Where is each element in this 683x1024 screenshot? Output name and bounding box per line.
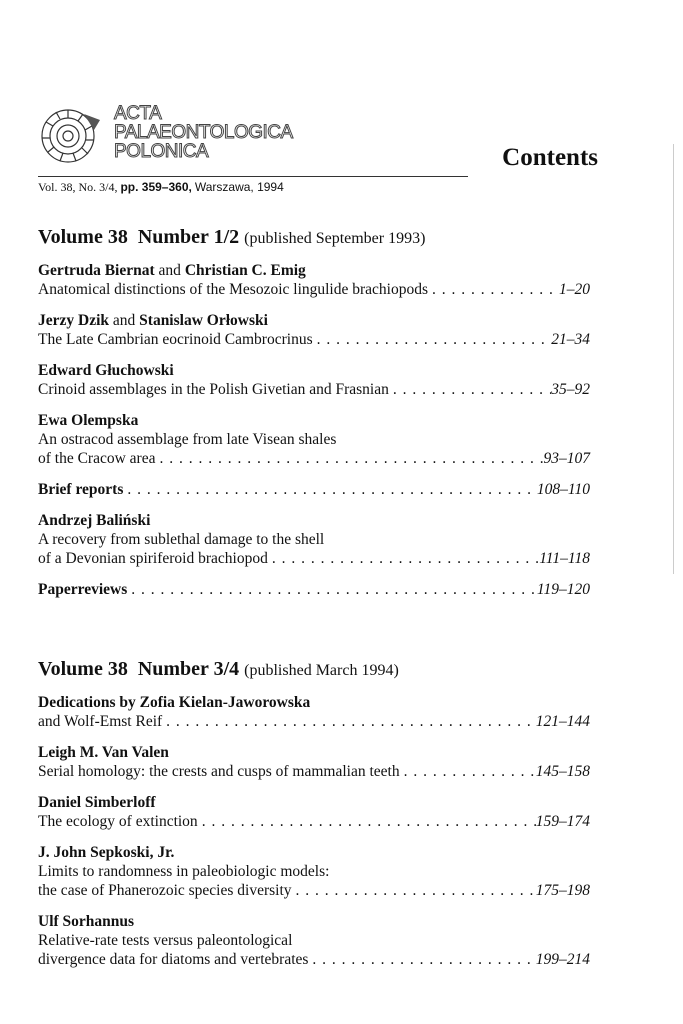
volume-info: Vol. 38, No. 3/4, bbox=[38, 180, 118, 194]
page-numbers: 108–110 bbox=[536, 481, 590, 498]
entries-list bbox=[38, 261, 590, 599]
page-numbers: 199–214 bbox=[535, 951, 590, 968]
volume-label: Volume 38 bbox=[38, 658, 128, 680]
toc-entry bbox=[38, 311, 590, 349]
author-conjunction: and bbox=[112, 312, 136, 329]
published-date: (published September 1993) bbox=[244, 230, 426, 247]
leader-dots bbox=[162, 712, 536, 731]
journal-line-3: POLONICA bbox=[114, 141, 209, 162]
volume-heading bbox=[38, 658, 590, 681]
entry-authors bbox=[38, 693, 590, 712]
entry-authors bbox=[38, 511, 590, 530]
toc-line bbox=[38, 580, 590, 599]
toc-entry bbox=[38, 843, 590, 900]
article-title: The ecology of extinction bbox=[38, 813, 198, 830]
volume-number: Number 3/4 bbox=[137, 658, 240, 680]
leader-dots bbox=[389, 380, 551, 399]
contents-title: Contents bbox=[502, 144, 598, 171]
leader-dots bbox=[308, 950, 535, 969]
article-title: of a Devonian spiriferoid brachiopod bbox=[38, 550, 268, 567]
entries-list bbox=[38, 693, 590, 969]
journal-line-1: ACTA bbox=[114, 103, 162, 124]
toc-entry bbox=[38, 912, 590, 969]
leader-dots bbox=[292, 881, 536, 900]
toc-entry bbox=[38, 743, 590, 781]
author-name: Ulf Sorhannus bbox=[38, 913, 135, 930]
leader-dots bbox=[127, 580, 537, 599]
toc-line bbox=[38, 812, 590, 831]
toc-line bbox=[38, 449, 590, 468]
article-title: The Late Cambrian eocrinoid Cambrocrinus bbox=[38, 331, 313, 348]
page-numbers: 111–118 bbox=[539, 550, 590, 567]
leader-dots bbox=[400, 762, 536, 781]
page-numbers: 145–158 bbox=[535, 763, 590, 780]
toc-line bbox=[38, 881, 590, 900]
author-name: Andrzej Baliński bbox=[38, 512, 151, 529]
page-numbers: 175–198 bbox=[535, 882, 590, 899]
ammonite-logo-icon bbox=[38, 100, 104, 166]
author-name: Daniel Simberloff bbox=[38, 794, 156, 811]
article-title: Relative-rate tests versus paleontological bbox=[38, 932, 293, 949]
page-numbers: 1–20 bbox=[559, 281, 590, 298]
article-title: Crinoid assemblages in the Polish Givetian and Frasnian bbox=[38, 381, 389, 398]
leader-dots bbox=[198, 812, 536, 831]
toc-line bbox=[38, 762, 590, 781]
toc-line bbox=[38, 480, 590, 499]
article-title: and Wolf-Emst Reif bbox=[38, 713, 163, 730]
volume-info-line bbox=[38, 180, 284, 195]
volume-number: Number 1/2 bbox=[137, 226, 240, 248]
toc-line bbox=[38, 280, 590, 299]
entry-authors bbox=[38, 361, 590, 380]
author-name: Jerzy Dzik bbox=[38, 312, 110, 329]
entry-authors bbox=[38, 843, 590, 862]
author-conjunction: and bbox=[158, 262, 181, 279]
page-numbers: 93–107 bbox=[543, 450, 590, 467]
author-name: Edward Głuchowski bbox=[38, 362, 174, 379]
leader-dots bbox=[123, 480, 537, 499]
article-title: the case of Phanerozoic species diversity bbox=[38, 882, 292, 899]
toc-entry bbox=[38, 261, 590, 299]
toc-line bbox=[38, 931, 590, 950]
author-name: Gertruda Biernat bbox=[38, 262, 155, 279]
toc-entry bbox=[38, 511, 590, 568]
author-name: Stanislaw Orłowski bbox=[139, 312, 268, 329]
toc-entry bbox=[38, 793, 590, 831]
page-numbers: 121–144 bbox=[535, 713, 590, 730]
article-title: An ostracod assemblage from late Visean shales bbox=[38, 431, 337, 448]
leader-dots bbox=[268, 549, 539, 568]
article-title: A recovery from sublethal damage to the shell bbox=[38, 531, 325, 548]
section-title: Paperreviews bbox=[38, 581, 128, 598]
page-numbers: 119–120 bbox=[536, 581, 590, 598]
toc-entry bbox=[38, 580, 590, 599]
volume-2-section bbox=[38, 658, 590, 969]
section-title: Brief reports bbox=[38, 481, 124, 498]
journal-name bbox=[114, 104, 293, 161]
toc-line bbox=[38, 330, 590, 349]
page-edge-divider bbox=[673, 144, 674, 574]
article-title: Serial homology: the crests and cusps of mammalian teeth bbox=[38, 763, 400, 780]
toc-line bbox=[38, 950, 590, 969]
entry-authors bbox=[38, 743, 590, 762]
toc-entry bbox=[38, 361, 590, 399]
header-rule bbox=[38, 176, 468, 177]
volume-heading bbox=[38, 226, 590, 249]
published-date: (published March 1994) bbox=[244, 662, 399, 679]
toc-entry bbox=[38, 693, 590, 731]
toc-line bbox=[38, 549, 590, 568]
entry-authors bbox=[38, 793, 590, 812]
toc-line bbox=[38, 712, 590, 731]
entry-authors bbox=[38, 311, 590, 330]
toc-line bbox=[38, 530, 590, 549]
volume-label: Volume 38 bbox=[38, 226, 128, 248]
place-year: Warszawa, 1994 bbox=[194, 180, 284, 194]
author-name: J. John Sepkoski, Jr. bbox=[38, 844, 175, 861]
leader-dots bbox=[155, 449, 543, 468]
entry-authors bbox=[38, 912, 590, 931]
volume-1-section bbox=[38, 226, 590, 599]
journal-line-2: PALAEONTOLOGICA bbox=[114, 122, 293, 143]
entry-authors bbox=[38, 261, 590, 280]
page-range: pp. 359–360, bbox=[120, 180, 192, 194]
page-numbers: 159–174 bbox=[535, 813, 590, 830]
author-name: Dedications by Zofia Kielan-Jaworowska bbox=[38, 694, 311, 711]
toc-line bbox=[38, 430, 590, 449]
toc-entry bbox=[38, 480, 590, 499]
page-numbers: 21–34 bbox=[551, 331, 590, 348]
toc-entry bbox=[38, 411, 590, 468]
page-numbers: 35–92 bbox=[551, 381, 590, 398]
author-name: Leigh M. Van Valen bbox=[38, 744, 169, 761]
article-title: divergence data for diatoms and vertebrates bbox=[38, 951, 309, 968]
toc-line bbox=[38, 380, 590, 399]
author-name: Christian C. Emig bbox=[184, 262, 306, 279]
article-title: Limits to randomness in paleobiologic models: bbox=[38, 863, 330, 880]
article-title: of the Cracow area bbox=[38, 450, 156, 467]
toc-line bbox=[38, 862, 590, 881]
author-name: Ewa Olempska bbox=[38, 412, 139, 429]
entry-authors bbox=[38, 411, 590, 430]
leader-dots bbox=[428, 280, 559, 299]
leader-dots bbox=[313, 330, 552, 349]
journal-header bbox=[38, 100, 598, 180]
article-title: Anatomical distinctions of the Mesozoic lingulide brachiopods bbox=[38, 281, 429, 298]
